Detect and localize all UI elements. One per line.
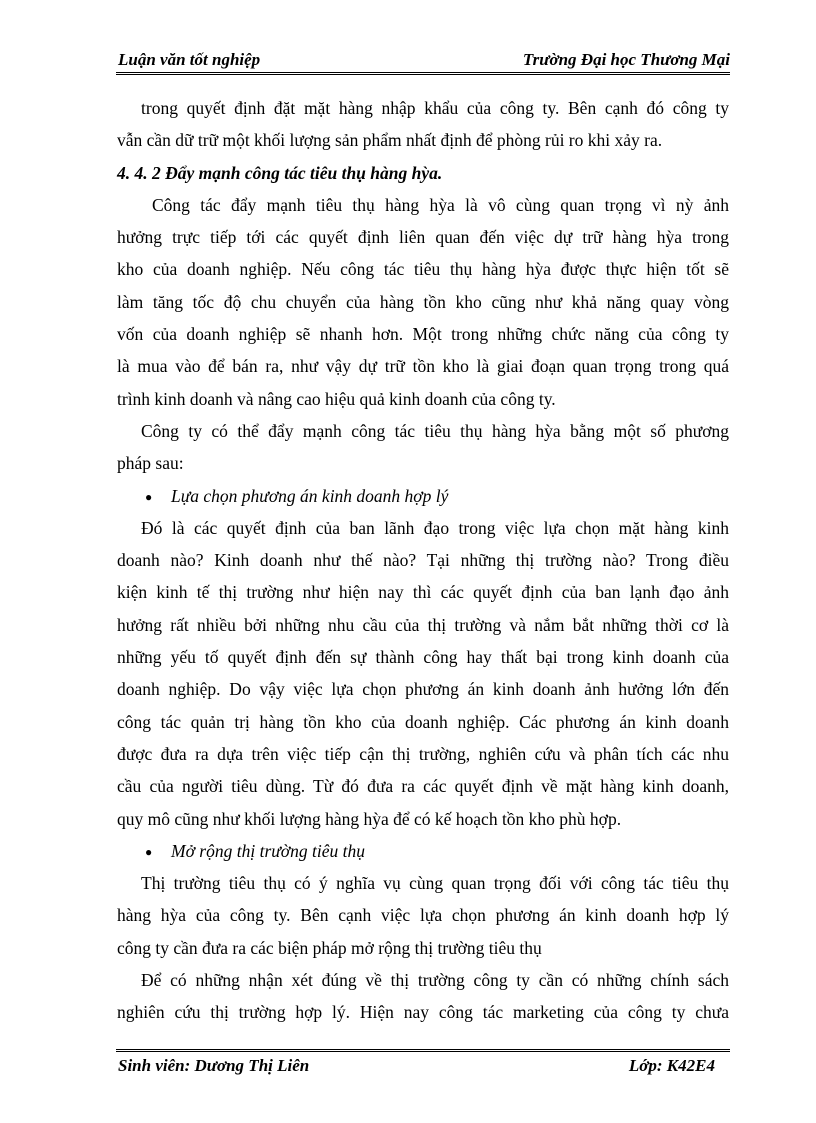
page-body xyxy=(117,92,729,1029)
body-line: làm tăng tốc độ chu chuyển của hàng tồn kho cũng như khả năng quay vòng xyxy=(117,291,729,312)
body-line: Để có những nhận xét đúng về thị trường công ty cần có những chính sách xyxy=(141,970,729,991)
header-divider xyxy=(116,72,730,75)
body-line: Đó là các quyết định của ban lãnh đạo trong việc lựa chọn mặt hàng kinh xyxy=(141,517,729,538)
bullet-dot-icon: ● xyxy=(145,489,153,504)
body-line: nghiên cứu thị trường hợp lý. Hiện nay công tác marketing của công ty chưa xyxy=(117,1002,729,1023)
body-line: hàng hỳa của công ty. Bên cạnh việc lựa chọn phương án kinh doanh hợp lý xyxy=(117,905,729,926)
body-line: doanh nghiệp. Do vậy việc lựa chọn phương án kinh doanh ảnh hưởng lớn đến xyxy=(117,679,729,700)
body-line: quy mô cũng như khối lượng hàng hỳa để có kế hoạch tồn kho phù hợp. xyxy=(117,808,622,829)
body-line: trình kinh doanh và nâng cao hiệu quả kinh doanh của công ty. xyxy=(117,388,556,409)
footer-class-label: Lớp: K42E4 xyxy=(628,1056,715,1075)
body-line: được đưa ra dựa trên việc tiếp cận thị trường, nghiên cứu và phân tích các nhu xyxy=(117,743,729,764)
body-line: công ty cần đưa ra các biện pháp mở rộng thị trường tiêu thụ xyxy=(117,937,542,958)
body-line: những yếu tố quyết định đến sự thành công hay thất bại trong kinh doanh của xyxy=(117,647,729,668)
bullet-item xyxy=(117,835,729,867)
bullet-dot-icon: ● xyxy=(145,844,153,859)
page-footer xyxy=(118,1056,730,1078)
body-line: kho của doanh nghiệp. Nếu công tác tiêu thụ hàng hỳa được thực hiện tốt sẽ xyxy=(117,259,729,280)
body-line: Công tác đẩy mạnh tiêu thụ hàng hỳa là vô cùng quan trọng vì nỳ ảnh xyxy=(152,194,729,215)
header-university-label: Trường Đại học Thương Mại xyxy=(522,50,730,69)
body-line: hưởng trực tiếp tới các quyết định liên quan đến việc dự trữ hàng hỳa trong xyxy=(117,227,729,248)
body-line: vẫn cần dữ trữ một khối lượng sản phẩm nhất định để phòng rủi ro khi xảy ra. xyxy=(117,130,663,151)
body-line: kiện kinh tế thị trường như hiện nay thì các quyết định của ban lạnh đạo ảnh xyxy=(117,582,729,603)
bullet-text: Lựa chọn phương án kinh doanh hợp lý xyxy=(171,485,449,506)
header-thesis-label: Luận văn tốt nghiệp xyxy=(118,50,261,69)
body-line: là mua vào để bán ra, như vậy dự trữ tồn kho là giai đoạn quan trọng trong quá xyxy=(117,356,729,377)
page-header xyxy=(118,50,730,72)
body-line: công tác quản trị hàng tồn kho của doanh nghiệp. Các phương án kinh doanh xyxy=(117,711,729,732)
footer-divider xyxy=(116,1049,730,1052)
body-line: cầu của người tiêu dùng. Từ đó đưa ra các quyết định về mặt hàng kinh doanh, xyxy=(117,776,729,797)
bullet-item xyxy=(117,480,729,512)
body-line: Thị trường tiêu thụ có ý nghĩa vụ cùng quan trọng đối với công tác tiêu thụ xyxy=(141,873,729,894)
footer-student-label: Sinh viên: Dương Thị Liên xyxy=(118,1056,310,1075)
body-line: trong quyết định đặt mặt hàng nhập khẩu của công ty. Bên cạnh đó công ty xyxy=(141,98,729,118)
body-line: vốn của doanh nghiệp sẽ nhanh hơn. Một trong những chức năng của công ty xyxy=(117,324,729,345)
section-heading: 4. 4. 2 Đẩy mạnh công tác tiêu thụ hàng hỳa. xyxy=(117,162,443,183)
body-line: hưởng rất nhiều bởi những nhu cầu của thị trường và nắm bắt những thời cơ là xyxy=(117,614,729,635)
body-line: pháp sau: xyxy=(117,453,184,474)
bullet-text: Mở rộng thị trường tiêu thụ xyxy=(171,840,365,861)
body-line: doanh nào? Kinh doanh như thế nào? Tại những thị trường nào? Trong điều xyxy=(117,550,729,571)
body-line: Công ty có thể đẩy mạnh công tác tiêu thụ hàng hỳa bằng một số phương xyxy=(141,420,729,441)
